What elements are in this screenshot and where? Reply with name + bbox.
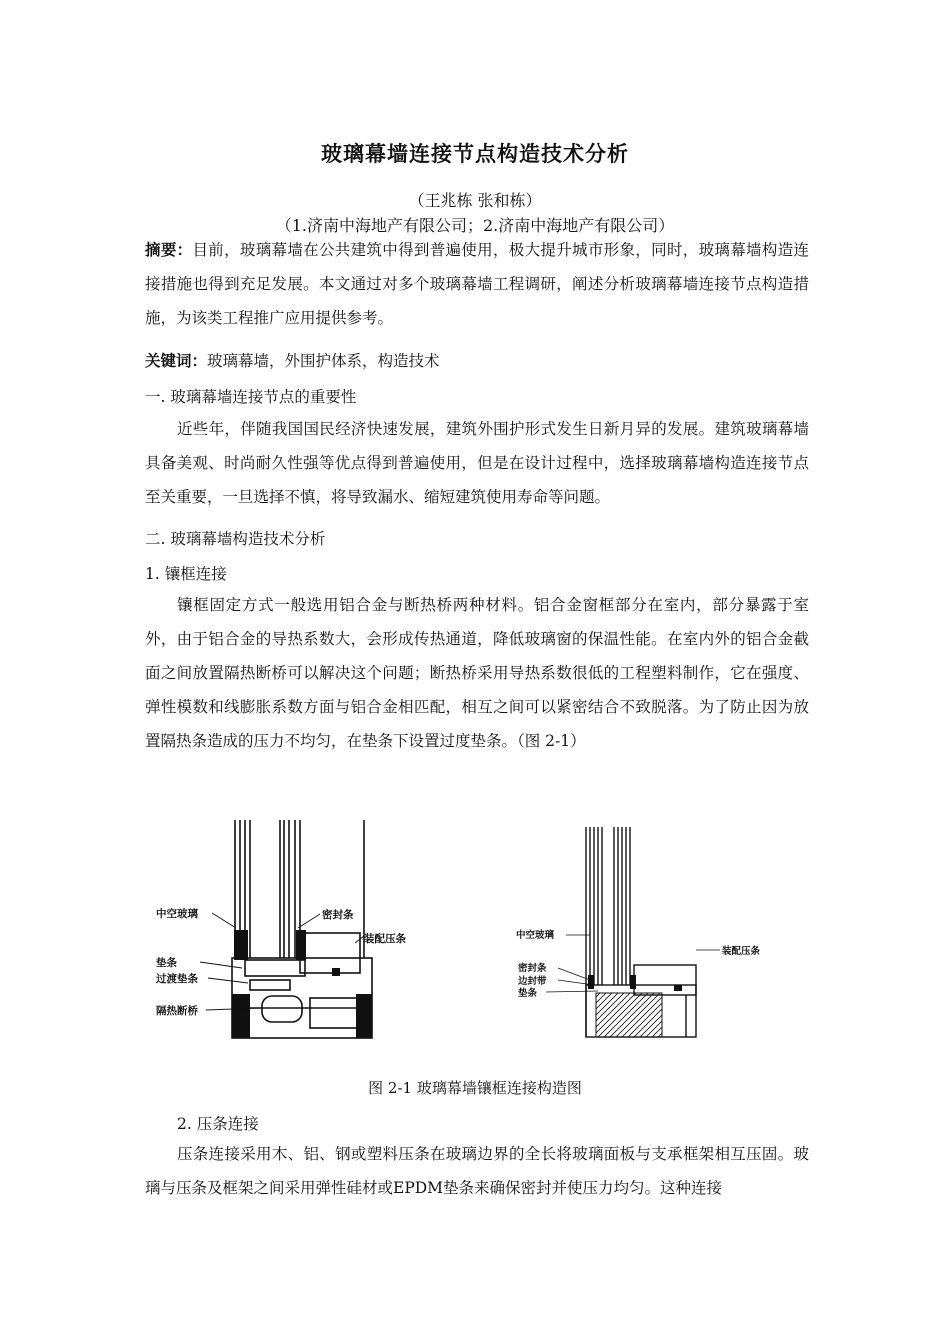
fig-right-label-bead: 装配压条	[722, 946, 761, 957]
fig-left-label-glass: 中空玻璃	[156, 908, 198, 920]
fig-right-label-edge: 边封带	[518, 976, 547, 987]
section2-heading: 二. 玻璃幕墙构造技术分析	[145, 530, 326, 548]
fig-left-label-seal: 密封条	[322, 909, 354, 921]
fig-right-label-glass: 中空玻璃	[516, 930, 555, 941]
subsection1-heading: 1. 镶框连接	[145, 565, 227, 583]
fig-right-label-seal: 密封条	[518, 963, 547, 974]
keywords-text: 玻璃幕墙，外围护体系，构造技术	[207, 352, 440, 370]
figure-left-frame-detail	[150, 818, 406, 1048]
paper-title: 玻璃幕墙连接节点构造技术分析	[321, 142, 629, 166]
subsection2-body: 压条连接采用木、铝、钢或塑料压条在玻璃边界的全长将玻璃面板与支承框架相互压固。玻璃与压条及框架之间采用弹性硅材或EPDM垫条来确保密封并使压力均匀。这种连接	[145, 1145, 809, 1197]
authors: （王兆栋 张和栋）	[408, 191, 542, 210]
figure-right-bead-detail	[510, 825, 810, 1045]
subsection1-body: 镶框固定方式一般选用铝合金与断热桥两种材料。铝合金窗框部分在室内，部分暴露于室外，由于铝合金的导热系数大，会形成传热通道，降低玻璃窗的保温性能。在室内外的铝合金截面之间放置隔热断桥可以解决这个问题；断热桥采用导热系数很低的工程塑料制作，它在强度、弹性模数和线膨胀系数方面与铝合金相匹配，相互之间可以紧密结合不致脱落。为了防止因为放置隔热条造成的压力不均匀，在垫条下设置过度垫条。（图 2-1）	[145, 596, 809, 750]
affiliations: （1.济南中海地产有限公司；2.济南中海地产有限公司）	[275, 216, 675, 235]
keywords	[145, 349, 440, 371]
section1-body: 近些年，伴随我国国民经济快速发展，建筑外围护形式发生日新月异的发展。建筑玻璃幕墙具备美观、时尚耐久性强等优点得到普遍使用，但是在设计过程中，选择玻璃幕墙构造连接节点至关重要，一旦选择不慎，将导致漏水、缩短建筑使用寿命等问题。	[145, 420, 809, 506]
figure-caption: 图 2-1 玻璃幕墙镶框连接构造图	[368, 1079, 582, 1097]
fig-left-label-transition: 过渡垫条	[156, 973, 198, 985]
fig-right-label-pad: 垫条	[518, 988, 538, 999]
fig-left-label-bead: 装配压条	[364, 933, 406, 945]
fig-left-label-pad: 垫条	[156, 957, 177, 969]
keywords-label: 关键词：	[145, 352, 208, 370]
subsection2-heading: 2. 压条连接	[177, 1115, 259, 1133]
abstract-label: 摘要：	[145, 241, 193, 259]
abstract-text: 目前，玻璃幕墙在公共建筑中得到普遍使用，极大提升城市形象，同时，玻璃幕墙构造连接措施也得到充足发展。本文通过对多个玻璃幕墙工程调研，阐述分析玻璃幕墙连接节点构造措施，为该类工程推广应用提供参考。	[145, 241, 809, 327]
abstract	[145, 233, 809, 335]
fig-left-label-break: 隔热断桥	[156, 1005, 198, 1017]
section1-heading: 一. 玻璃幕墙连接节点的重要性	[145, 388, 357, 406]
